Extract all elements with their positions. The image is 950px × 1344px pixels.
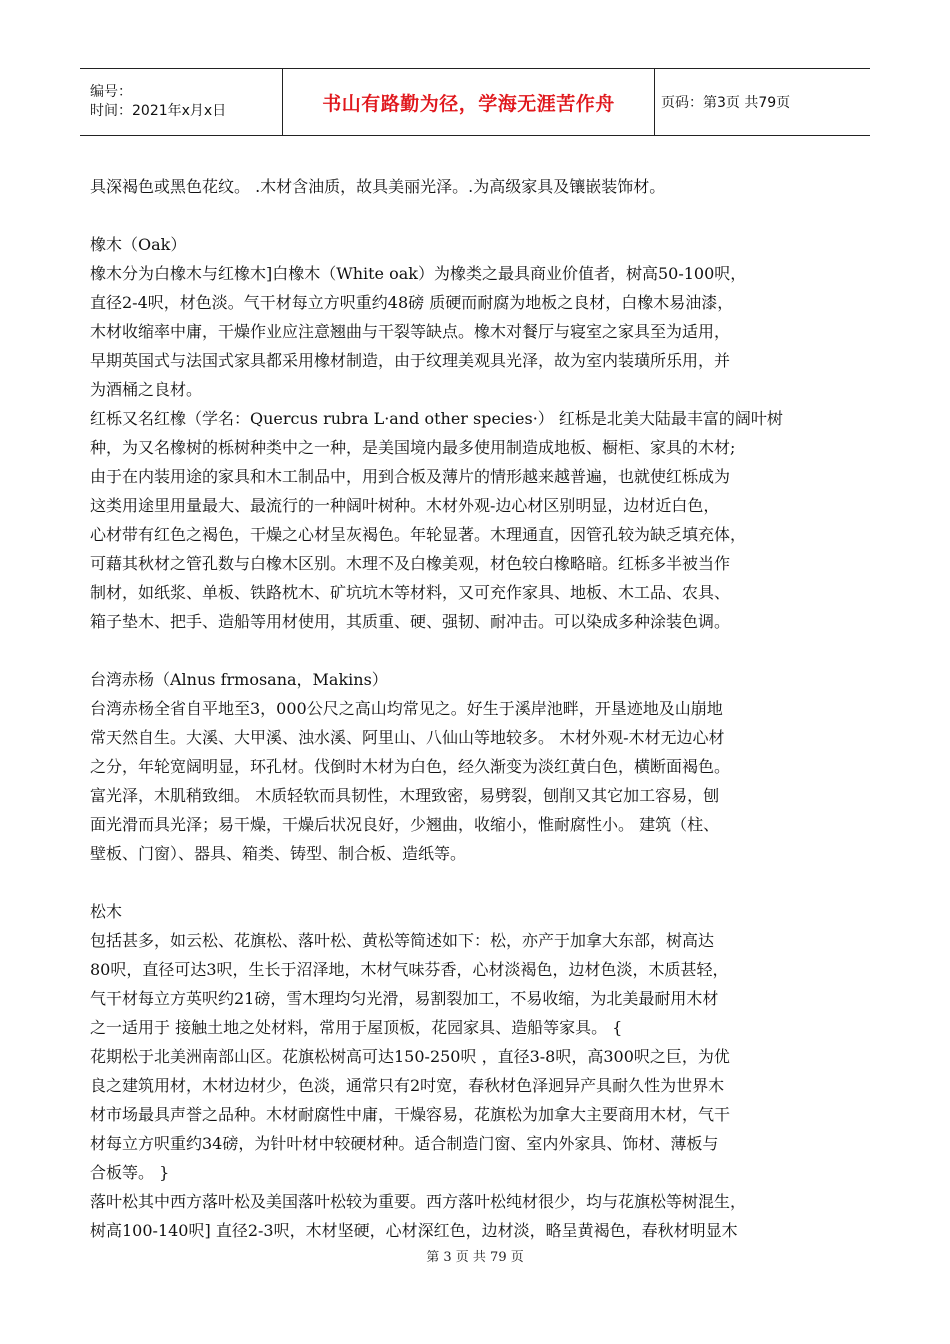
text-line: 为酒桶之良材。 bbox=[90, 380, 203, 399]
text-line: 材每立方呎重约34磅，为针叶材中较硬材种。适合制造门窗、室内外家具、饰材、薄板与 bbox=[90, 1134, 719, 1153]
text-line: 种，为又名橡树的栎树种类中之一种，是美国境内最多使用制造成地板、橱柜、家具的木材; bbox=[90, 438, 736, 457]
text-line: 红栎又名红橡（学名：Quercus rubra L·and other species·） 红栎是北美大陆最丰富的阔叶树 bbox=[90, 409, 783, 428]
text-line: 可藉其秋材之管孔数与白橡木区别。木理不及白橡美观，材色较白橡略暗。红栎多半被当作 bbox=[90, 554, 731, 573]
text-line: 台湾赤杨全省自平地至3，000公尺之高山均常见之。好生于溪岸池畔，开垦迹地及山崩地 bbox=[90, 699, 723, 718]
text-line: 80呎，直径可达3呎，生长于沼泽地，木材气味芬香，心材淡褐色，边材色淡，木质甚轻， bbox=[90, 960, 729, 979]
text-line: 落叶松其中西方落叶松及美国落叶松较为重要。西方落叶松纯材很少，均与花旗松等树混生， bbox=[90, 1192, 747, 1211]
text-line: 由于在内装用途的家具和木工制品中，用到合板及薄片的情形越来越普遍，也就使红栎成为 bbox=[90, 467, 731, 486]
text-line: 橡木（Oak） bbox=[90, 235, 187, 254]
document-body bbox=[90, 172, 870, 1245]
text-line: 材市场最具声誉之品种。木材耐腐性中庸，干燥容易，花旗松为加拿大主要商用木材，气干 bbox=[90, 1105, 731, 1124]
text-line: 常天然自生。大溪、大甲溪、浊水溪、阿里山、八仙山等地较多。 木材外观-木材无边心材 bbox=[90, 728, 725, 747]
blank-line bbox=[90, 201, 870, 230]
header-meta bbox=[80, 69, 283, 135]
text-line: 合板等。 } bbox=[90, 1163, 170, 1182]
text-line: 松木 bbox=[90, 902, 123, 921]
text-line: 木材收缩率中庸，干燥作业应注意翘曲与干裂等缺点。橡木对餐厅与寝室之家具至为适用， bbox=[90, 322, 731, 341]
text-line: 这类用途里用量最大、最流行的一种阔叶树种。木材外观-边心材区别明显，边材近白色， bbox=[90, 496, 720, 515]
document-time: 时间：2021年x月x日 bbox=[90, 103, 227, 119]
page-header bbox=[80, 68, 870, 136]
text-line: 制材，如纸浆、单板、铁路枕木、矿坑坑木等材料，又可充作家具、地板、木工品、农具、 bbox=[90, 583, 731, 602]
text-line: 壁板、门窗）、器具、箱类、铸型、制合板、造纸等。 bbox=[90, 844, 467, 863]
text-line: 台湾赤杨（Alnus frmosana，Makins） bbox=[90, 670, 388, 689]
text-line: 之分，年轮宽阔明显，环孔材。伐倒时木材为白色，经久渐变为淡红黄白色，横断面褐色。 bbox=[90, 757, 731, 776]
header-motto: 书山有路勤为径，学海无涯苦作舟 bbox=[322, 92, 615, 115]
text-line: 直径2-4呎，材色淡。气干材每立方呎重约48磅 质硬而耐腐为地板之良材，白橡木易油漆， bbox=[90, 293, 734, 312]
text-line: 早期英国式与法国式家具都采用橡材制造，由于纹理美观具光泽，故为室内装璜所乐用，并 bbox=[90, 351, 731, 370]
text-line: 包括甚多，如云松、花旗松、落叶松、黄松等简述如下：松，亦产于加拿大东部，树高达 bbox=[90, 931, 715, 950]
document-number: 编号： bbox=[90, 84, 132, 100]
text-line: 具深褐色或黑色花纹。 .木材含油质，故具美丽光泽。.为高级家具及镶嵌装饰材。 bbox=[90, 177, 666, 196]
text-line: 橡木分为白橡木与红橡木]白橡木（White oak）为橡类之最具商业价值者，树高50-100呎， bbox=[90, 264, 747, 283]
header-motto-cell bbox=[283, 69, 655, 135]
text-line: 面光滑而具光泽；易干燥，干燥后状况良好，少翘曲，收缩小，惟耐腐性小。 建筑（柱、 bbox=[90, 815, 720, 834]
text-line: 良之建筑用材，木材边材少，色淡，通常只有2吋宽，春秋材色泽迥异产具耐久性为世界木 bbox=[90, 1076, 725, 1095]
text-line: 树高100-140呎] 直径2-3呎，木材坚硬，心材深红色，边材淡，略呈黄褐色，春秋材明显木 bbox=[90, 1221, 738, 1240]
text-line: 箱子垫木、把手、造船等用材使用，其质重、硬、强韧、耐冲击。可以染成多种涂装色调。 bbox=[90, 612, 731, 631]
page-footer: 第 3 页 共 79 页 bbox=[426, 1250, 524, 1265]
header-page-cell bbox=[655, 69, 870, 135]
text-line: 心材带有红色之褐色，干燥之心材呈灰褐色。年轮显著。木理通直，因管孔较为缺乏填充体， bbox=[90, 525, 747, 544]
blank-line bbox=[90, 636, 870, 665]
blank-line bbox=[90, 868, 870, 897]
text-line: 之一适用于 接触土地之处材料，常用于屋顶板，花园家具、造船等家具。 { bbox=[90, 1018, 623, 1037]
header-page-number: 页码：第3页 共79页 bbox=[661, 95, 791, 111]
text-line: 花期松于北美洲南部山区。花旗松树高可达150-250呎 ，直径3-8呎，高300呎之巨，为优 bbox=[90, 1047, 730, 1066]
text-line: 富光泽，木肌稍致细。 木质轻软而具韧性，木理致密，易劈裂，刨削又其它加工容易，刨 bbox=[90, 786, 720, 805]
text-line: 气干材每立方英呎约21磅，雪木理均匀光滑，易割裂加工，不易收缩，为北美最耐用木材 bbox=[90, 989, 719, 1008]
